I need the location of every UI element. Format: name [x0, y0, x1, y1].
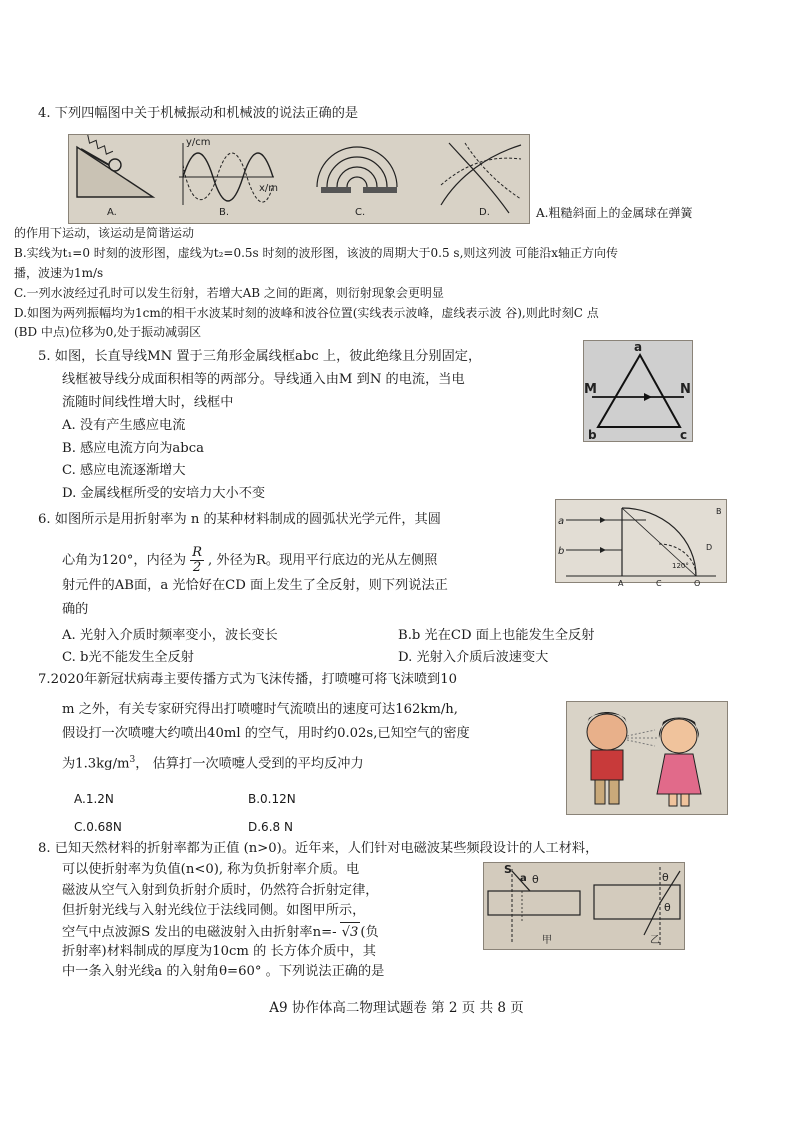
q6-figure-drawing	[556, 500, 726, 588]
q8-line-7: 中一条入射光线a 的入射角θ=60° 。下列说法正确的是	[62, 964, 385, 979]
q4-figure-panel	[68, 134, 530, 224]
q8-sqrt-three: √3	[340, 922, 361, 943]
q8-fig-ray-a: a	[520, 873, 527, 884]
q6-fig-ray-b: b	[558, 546, 565, 557]
q4-option-d-1: D.如图为两列振幅均为1cm的相干水波某时刻的波峰和波谷位置(实线表示波峰，虚线表示波 谷),则此时刻C 点	[14, 306, 599, 320]
q4-fig-d-label: D.	[479, 207, 490, 218]
q5-fig-point-m: M	[584, 382, 597, 397]
q5-fig-vertex-b: b	[588, 428, 597, 442]
q6-option-d: D. 光射入介质后波速变大	[398, 650, 549, 665]
q8-fig-label-jia: 甲	[542, 935, 552, 946]
q5-option-b: B. 感应电流方向为abca	[62, 441, 204, 456]
q4-fig-b	[179, 137, 278, 218]
q8-line-6: 折射率)材料制成的厚度为10cm 的 长方体介质中，其	[62, 944, 376, 959]
q8-line-3: 磁波从空气入射到负折射介质时，仍然符合折射定律，	[62, 883, 379, 898]
q7-line-4b: ， 估算打一次喷嚏人受到的平均反冲力	[135, 756, 364, 772]
q6-line-2a: 心角为120°，内径为	[62, 553, 187, 568]
q4-fig-c-label: C.	[355, 207, 366, 218]
page-footer: A9 协作体高二物理试题卷 第 2 页 共 8 页	[269, 1000, 524, 1016]
q6-inner-radius-fraction	[190, 546, 204, 575]
q7-line-1: 7.2020年新冠状病毒主要传播方式为飞沫传播，打喷嚏可将飞沫喷到10	[38, 672, 457, 687]
q8-line-5	[62, 922, 379, 943]
q6-line-2	[62, 546, 437, 575]
q6-frac-denominator: 2	[192, 560, 202, 575]
q7-option-a: A.1.2N	[74, 792, 114, 806]
q6-figure	[555, 499, 727, 588]
q8-line-4: 但折射光线与入射光线位于法线同侧。如图甲所示，	[62, 903, 366, 918]
q5-fig-point-n: N	[680, 382, 691, 397]
q5-option-c: C. 感应电流逐渐增大	[62, 463, 186, 478]
q5-line-2: 线框被导线分成面积相等的两部分。导线通入由M 到N 的电流，当电	[62, 372, 465, 387]
q6-option-a: A. 光射入介质时频率变小，波长变长	[62, 628, 278, 643]
q8-sqrt-value: 3	[350, 925, 359, 940]
q6-option-b: B.b 光在CD 面上也能发生全反射	[398, 628, 595, 643]
q8-line-5b: (负	[360, 925, 379, 940]
q5-figure-drawing	[584, 341, 692, 441]
q8-line-2: 可以使折射率为负值(n<0), 称为负折射率介质。电	[62, 862, 360, 877]
q6-fig-point-D: D	[706, 543, 713, 552]
q6-fig-angle: 120°	[672, 562, 689, 570]
q7-option-c: C.0.68N	[74, 820, 122, 834]
q7-line-4a: 为1.3kg/m	[62, 756, 130, 772]
q4-stem: 4. 下列四幅图中关于机械振动和机械波的说法正确的是	[38, 106, 359, 121]
q7-figure	[566, 701, 728, 815]
q8-figure	[483, 862, 685, 950]
q4-option-b-2: 播，波速为1m/s	[14, 266, 104, 280]
q8-fig-theta-1: θ	[532, 873, 539, 886]
q4-fig-b-xaxis: x/m	[259, 183, 279, 194]
q6-option-c: C. b光不能发生全反射	[62, 650, 194, 665]
q7-line-3: 假设打一次喷嚏大约喷出40ml 的空气，用时约0.02s,已知空气的密度	[62, 726, 470, 741]
q4-fig-b-yaxis: y/cm	[186, 137, 211, 148]
q7-option-d: D.6.8 N	[248, 820, 293, 834]
q4-fig-a	[77, 135, 153, 218]
q4-fig-d	[441, 143, 521, 218]
q6-fig-point-A: A	[618, 579, 624, 588]
q4-option-d-2: (BD 中点)位移为0,处于振动减弱区	[14, 325, 202, 339]
q7-line-4	[62, 750, 364, 774]
q6-fig-point-O: O	[694, 579, 701, 588]
q4-fig-c	[317, 147, 397, 218]
q5-option-a: A. 没有产生感应电流	[62, 418, 186, 433]
q6-frac-numerator: R	[192, 545, 203, 560]
q5-option-d: D. 金属线框所受的安培力大小不变	[62, 486, 266, 501]
q5-fig-vertex-a: a	[634, 340, 643, 354]
q4-option-a-2: 的作用下运动，该运动是简谐运动	[14, 226, 195, 240]
q5-fig-vertex-c: c	[680, 428, 688, 442]
q8-fig-source-s: S	[504, 863, 512, 876]
q5-figure	[583, 340, 693, 442]
q5-line-3: 流随时间线性增大时，线框中	[62, 395, 234, 410]
q8-fig-theta-3: θ	[664, 901, 671, 914]
q5-line-1: 5. 如图，长直导线MN 置于三角形金属线框abc 上，彼此绝缘且分别固定，	[38, 349, 482, 364]
q7-option-b: B.0.12N	[248, 792, 296, 806]
q6-fig-point-C: C	[656, 579, 662, 588]
q8-fig-theta-2: θ	[662, 871, 669, 884]
q4-fig-a-label: A.	[107, 207, 117, 218]
q7-line-4-sup: 3	[129, 755, 136, 765]
q6-line-1: 6. 如图所示是用折射率为 n 的某种材料制成的圆弧状光学元件，其圆	[38, 512, 441, 527]
q7-sneeze-illustration	[567, 702, 727, 814]
q8-figure-drawing	[484, 863, 684, 949]
q7-line-2: m 之外，有关专家研究得出打喷嚏时气流喷出的速度可达162km/h,	[62, 702, 458, 717]
q6-fig-point-B: B	[716, 507, 722, 516]
q6-fig-ray-a: a	[558, 516, 565, 527]
q6-line-3: 射元件的AB面，a 光恰好在CD 面上发生了全反射，则下列说法正	[62, 578, 448, 593]
q6-line-2b: , 外径为R。现用平行底边的光从左侧照	[208, 553, 438, 568]
q4-option-a-1: A.粗糙斜面上的金属球在弹簧	[536, 206, 693, 220]
q4-fig-b-label: B.	[219, 207, 230, 218]
q6-line-4: 确的	[62, 602, 89, 617]
q8-fig-label-yi: 乙	[650, 935, 660, 946]
q4-option-b-1: B.实线为t₁=0 时刻的波形图，虚线为t₂=0.5s 时刻的波形图，该波的周期大于0.5 s,则这列波 可能沿x轴正方向传	[14, 246, 618, 260]
q8-line-5a: 空气中点波源S 发出的电磁波射入由折射率n=-	[62, 925, 337, 940]
q4-figure-drawing	[69, 135, 529, 223]
q4-option-c: C.一列水波经过孔时可以发生衍射，若增大AB 之间的距离，则衍射现象会更明显	[14, 286, 444, 300]
q8-line-1: 8. 已知天然材料的折射率都为正值 (n>0)。近年来，人们针对电磁波某些频段设计的人工材料，	[38, 841, 599, 856]
